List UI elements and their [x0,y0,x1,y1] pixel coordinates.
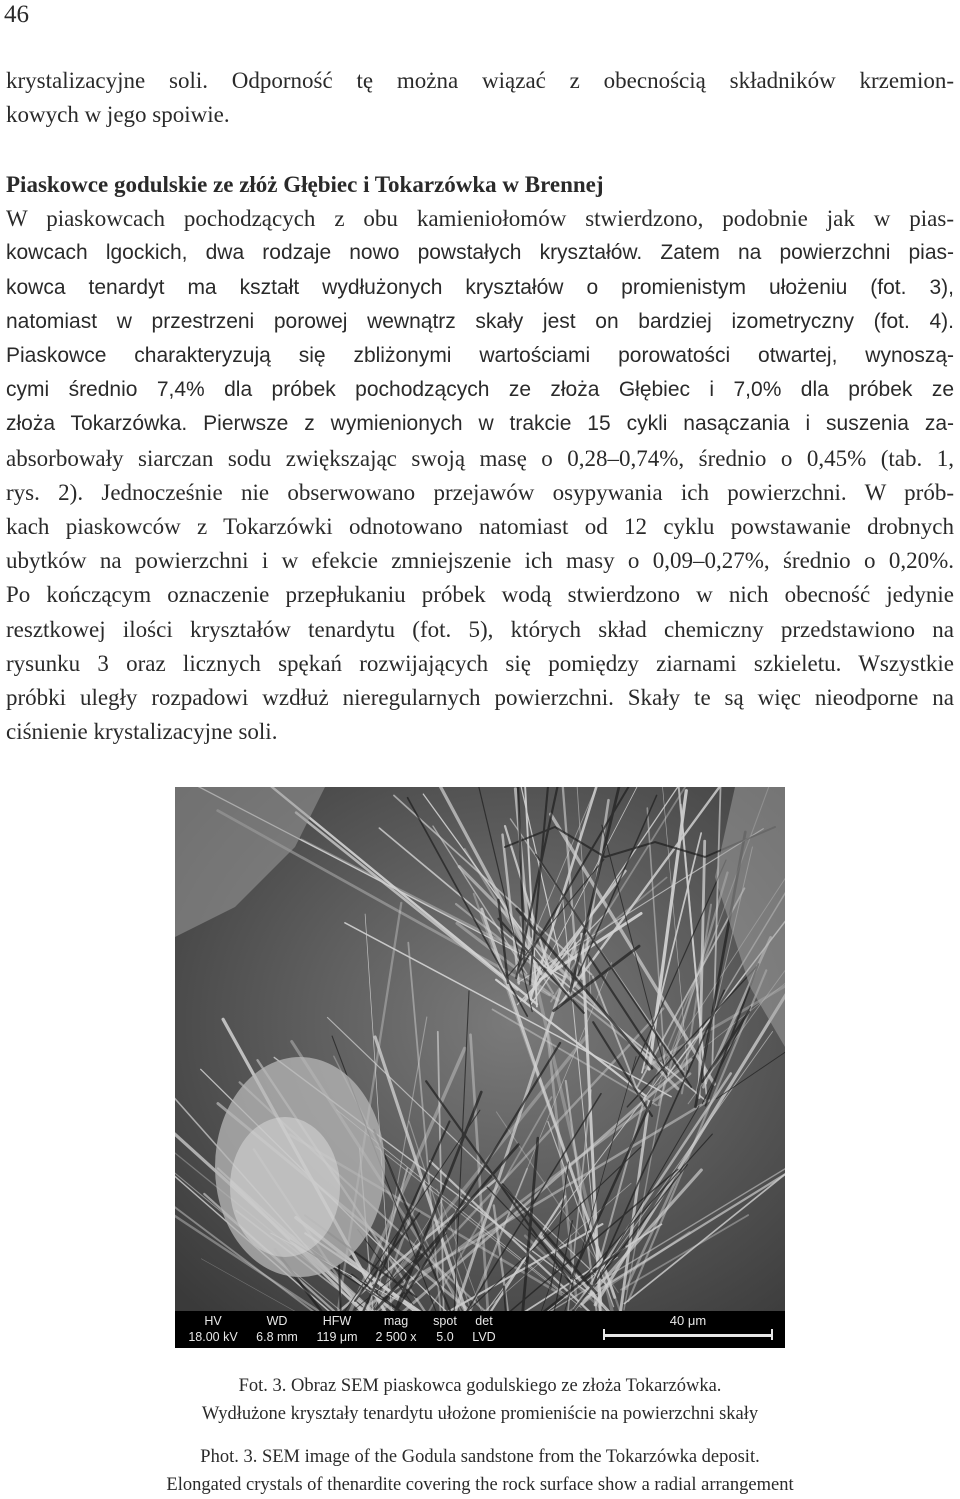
text-line: kowych w jego spoiwie. [6,102,230,128]
text-line: W piaskowcach pochodzących z obu kamieniołomów stwierdzono, podobnie jak w pias- [6,206,954,232]
text-line: rys. 2). Jednocześnie nie obserwowano przejawów osypywania ich powierzchni. W prób- [6,479,954,505]
text-line: krystalizacyjne soli. Odporność tę można wiązać z obecnością składników krzemion- [6,68,954,93]
sem-info-bar [175,1311,785,1348]
text-line: natomiast w przestrzeni porowej wewnątrz skały jest on bardziej izometryczny (fot. 4). [6,309,954,333]
sem-mag: mag 2 500 x [375,1314,417,1344]
text-line: kowcach lgockich, dwa rodzaje nowo powstałych kryształów. Zatem na powierzchni pias- [6,241,954,265]
page-number: 46 [4,1,29,28]
caption-polish-line1: Fot. 3. Obraz SEM piaskowca godulskiego ze złoża Tokarzówka. [238,1376,722,1396]
text-line: złoża Tokarzówka. Pierwsze z wymienionych w trakcie 15 cykli nasączania i suszenia za- [6,412,954,436]
sem-wd: WD 6.8 mm [256,1314,298,1344]
caption-english-line2: Elongated crystals of thenardite covering the rock surface show a radial arrangement [166,1475,794,1495]
caption-polish-line2: Wydłużone kryształy tenardytu ułożone promieniście na powierzchni skały [201,1404,759,1424]
text-line: Po kończącym oznaczenie przepłukaniu próbek wodą stwierdzono w nich obecność jedynie [6,582,954,608]
caption-english-line1: Phot. 3. SEM image of the Godula sandstone from the Tokarzówka deposit. [200,1447,760,1467]
sem-spot: spot 5.0 [433,1314,457,1344]
text-line: Piaskowce charakteryzują się zbliżonymi wartościami porowatości otwartej, wynoszą- [6,344,954,368]
text-line: kach piaskowców z Tokarzówki odnotowano natomiast od 12 cyklu powstawanie drobnych [6,514,954,540]
scale-bar [603,1334,773,1337]
section-heading: Piaskowce godulskie ze złóż Głębiec i Tokarzówka w Brennej [6,172,604,197]
sem-hv: HV 18.00 kV [188,1314,238,1344]
sem-hfw: HFW 119 μm [316,1314,358,1344]
sem-det: det LVD [472,1314,496,1344]
sem-crystal-image [175,787,785,1311]
text-line: rysunku 3 oraz licznych spękań rozwijających się pomiędzy ziarnami szkieletu. Wszystkie [6,650,954,676]
text-line: absorbowały siarczan sodu zwiększając swoją masę o 0,28–0,74%, średnio o 0,45% (tab. 1, [6,445,954,471]
text-line: cymi średnio 7,4% dla próbek pochodzących ze złoża Głębiec i 7,0% dla próbek ze [6,378,954,402]
section-body [6,168,954,749]
text-line: ubytków na powierzchni i w efekcie zmniejszenie ich masy o 0,09–0,27%, średnio o 0,20%. [6,548,954,574]
text-line: ciśnienie krystalizacyjne soli. [6,719,278,745]
text-line: próbki uległy rozpadowi wzdłuż nieregularnych powierzchni. Skały te są więc nieodporne na [6,685,954,711]
scale-bar-label: 40 μm [669,1313,707,1328]
text-line: resztkowej ilości kryształów tenardytu (fot. 5), których skład chemiczny przedstawiono na [6,616,954,642]
scale-bar-tick [603,1329,605,1340]
scale-bar-tick [771,1329,773,1340]
paragraph-intro [6,64,954,132]
sem-photo [175,787,785,1348]
text-line: kowca tenardyt ma kształt wydłużonych kryształów o promienistym ułożeniu (fot. 3), [6,275,954,299]
